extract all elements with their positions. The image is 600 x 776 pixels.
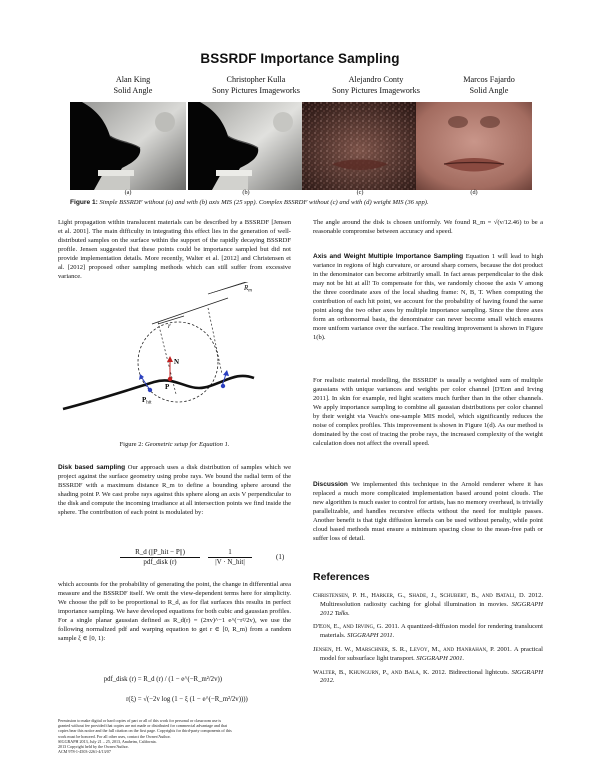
eq1-denominator-2: |V · N_hit|	[215, 558, 245, 566]
reference-year: 2011.	[384, 623, 400, 631]
figure2-label-rmax-main: R	[244, 284, 249, 292]
after-equation-1-text: which accounts for the probability of generating the point, the change in differential area measure and the BSSRDF itself. We omit the view-dependent terms here for simplicity. We choose the pdf to be proportional to R_d, as for flat surfaces this results in perfect importance sampling. We have developed equations for both cubic and gaussian profiles. For a single planar gaussian defined as R_d(r) = (2πv)^−1 e^(−r²/2v), we use the following normalized pdf and warping equation to get r ∈ [0, R_m) from a random sample ξ ∈ [0, 1):	[58, 581, 291, 643]
figure1-sublabel-d: (d)	[470, 189, 478, 196]
axis-mis-text: Equation 1 will lead to high variance in regions of high curvature, or around sharp corners, because the dot product in the denominator can become arbitrarily small. In fact areas perpendicular to the disk may not be hit at all! To compensate for this, we randomly choose the axis V among the three coordinate axes of the local shading frame: N, B, T. When computing the contribution of each hit point, we account for the probability of having found the same point along the two other axes by multiple importance sampling. Since the three axes form an orthonormal basis, the denominator can never become small which ensures more uniform variance over the surface. The resulting improvement is shown in Figure 1(b).	[313, 253, 544, 342]
reference-item	[313, 669, 543, 687]
equation-2	[86, 676, 291, 683]
figure1-sublabel-a: (a)	[124, 189, 132, 196]
copyright-footer	[58, 718, 298, 754]
eq3-lhs: r(ξ)	[126, 696, 136, 703]
figure2-label-rmax-sub: m	[248, 288, 252, 294]
footer-line: SIGGRAPH 2013, July 21 – 25, 2013, Anaheim, California.	[58, 738, 157, 744]
reference-year: 2012.	[431, 668, 447, 676]
figure2-diagram	[58, 282, 291, 432]
reference-year: 2012.	[528, 592, 544, 599]
equation-3	[86, 696, 291, 703]
figure1-caption-label: Figure 1:	[70, 199, 98, 206]
figure1-image-b	[188, 102, 304, 190]
reference-title: A practical model for subsurface light transport.	[320, 645, 543, 662]
discussion-section	[313, 480, 543, 543]
reference-venue: SIGGRAPH 2012 Talks.	[320, 600, 543, 617]
reference-year: 2001.	[497, 645, 512, 653]
figure2-label-rmax	[243, 284, 252, 294]
figure2-label-r: r	[168, 322, 171, 330]
footer-line: work must be honored. For all other uses, contact the Owner/Author.	[58, 733, 171, 739]
eq1-number: (1)	[276, 553, 285, 561]
disk-sampling-text: Our approach uses a disk distribution of samples which we project against the surface geometry using probe rays. We bound the radial term of the BSSRDF with a maximum distance R_m to define a bounding sphere around the shading point P. We cast probe rays against this sphere along an axis V perpendicular to the disk and compute the incoming irradiance at all intersection points we find inside the sphere. The contribution of each point is modulated by:	[58, 464, 291, 517]
author-name: Alan King	[115, 75, 151, 84]
reference-authors: Christensen, P. H., Harker, G., Shade, J., Schubert, B., and Batali, D.	[313, 592, 526, 599]
discussion-heading: Discussion	[313, 481, 348, 488]
reference-authors: Jensen, H. W., Marschner, S. R., Levoy, M., and Hanrahan, P.	[313, 645, 495, 653]
left-paragraph-1: Light propagation within translucent materials can be described by a BSSRDF [Jensen et al. 2001]. The main difficulty in integrating this effect lies in the generation of well-distributed samples on the surface within the support of the rapidly decaying BSSRDF profile. Jensen suggested that these points could be importance sampled but did not provide implementation details. More recently, Walter et al. [2012] and Christensen et al. [2012] proposed other sampling methods which can still suffer from excessive variance.	[58, 219, 291, 281]
eq2-lhs: pdf_disk (r)	[103, 676, 136, 683]
author-name: Alejandro Conty	[348, 75, 404, 84]
figure2-label-phit-main: P	[142, 396, 147, 404]
author-affiliation: Sony Pictures Imageworks	[332, 86, 420, 95]
weight-mis-paragraph: For realistic material modelling, the BSSRDF is usually a weighted sum of multiple gaussians with unique variances and weights per color channel [D'Eon and Irving 2011]. In skin for example, red light scatters much further than in the other channels. We apply importance sampling to combine all gaussian distributions per color channel by their weight via Veach's one-sample MIS model, which significantly reduces the noise of complex profiles. This improvement is shown in Figure 1(d). As our method is dominated by the cost of tracing the probe rays, the increased complexity of the weight calculation does not affect the overall speed.	[313, 377, 543, 448]
disk-sampling-section	[58, 463, 291, 517]
figure1-image-a	[70, 102, 186, 190]
reference-item	[313, 592, 543, 618]
reference-authors: D'Eon, E., and Irving, G.	[313, 623, 384, 631]
footer-line: granted without fee provided that copies are not made or distributed for commercial advantage and that	[58, 723, 228, 729]
eq1-denominator: pdf_disk (r)	[143, 558, 177, 566]
author-affiliation: Solid Angle	[469, 86, 509, 95]
figure2-label-phit	[142, 396, 152, 406]
eq1-numerator-2: 1	[228, 548, 232, 556]
author-name: Marcos Fajardo	[463, 75, 515, 84]
axis-mis-section	[313, 252, 543, 342]
reference-item	[313, 646, 543, 664]
references-list	[313, 592, 543, 691]
discussion-text: We implemented this technique in the Arnold renderer where it has replaced a much more complicated implementation based around point clouds. The new algorithm is much easier to control for artists, has no memory overhead, is trivially parallelizable, and handles recursive effects without the need for multiple passes. Another benefit is that tight diffusion kernels can be used without penalty, while point cloud based methods must ensure a minimum spacing close to the mean-free path or suffer loss of detail.	[313, 481, 543, 543]
author-affiliation: Solid Angle	[113, 86, 153, 95]
footer-line: ACM 978-1-4503-2261-4/13/07	[58, 749, 111, 755]
references-heading: References	[313, 571, 370, 583]
figure1-sublabel-b: (b)	[242, 189, 250, 196]
eq1-numerator: R_d (||P_hit − P||)	[135, 548, 185, 556]
figure2-caption-text: Geometric setup for Equation 1.	[144, 441, 230, 448]
figure1-caption	[70, 198, 540, 207]
figure1-image-c	[302, 102, 418, 190]
figure1-sublabel-c: (c)	[356, 189, 364, 196]
reference-title: A quantized-diffusion model for rendering translucent materials.	[320, 623, 543, 640]
axis-mis-heading: Axis and Weight Multiple Importance Sampling	[313, 253, 464, 260]
figure2-label-phit-sub: hit	[146, 400, 152, 406]
eq3-rhs: = √(−2v log (1 − ξ (1 − e^(−R_m²/2v))))	[137, 696, 248, 703]
author-4	[414, 74, 564, 96]
disk-sampling-heading: Disk based sampling	[58, 464, 126, 471]
paper-title: BSSRDF Importance Sampling	[200, 51, 400, 66]
figure2-caption-label: Figure 2:	[119, 441, 144, 448]
figure2-label-N: N	[174, 358, 180, 366]
footer-line: copies bear this notice and the full citation on the first page. Copyrights for third-party components of this	[58, 728, 232, 734]
footer-line: Permission to make digital or hard copies of part or all of this work for personal or classroom use is	[58, 718, 222, 723]
eq2-rhs: = R_d (r) / (1 − e^(−R_m²/2v))	[137, 676, 223, 683]
reference-venue: SIGGRAPH 2011.	[347, 632, 395, 640]
figure2-label-P: P	[165, 383, 170, 391]
author-name: Christopher Kulla	[226, 75, 286, 84]
author-affiliation: Sony Pictures Imageworks	[212, 86, 300, 95]
reference-authors: Walter, B., Khungurn, P., and Bala, K.	[313, 668, 430, 676]
figure1-caption-text: Simple BSSRDF without (a) and with (b) axis MIS (25 spp). Complex BSSRDF without (c) and with (d) weight MIS (36 spp).	[99, 199, 429, 206]
figure1-image-d	[416, 102, 532, 190]
right-paragraph-angle: The angle around the disk is chosen uniformly. We found R_m = √(v/12.46) to be a reasonable compromise between accuracy and speed.	[313, 219, 543, 236]
reference-item	[313, 623, 543, 641]
reference-title: Multiresolution radiosity caching for global illumination in movies.	[320, 600, 509, 608]
reference-venue: SIGGRAPH 2001.	[416, 654, 465, 662]
reference-venue: SIGGRAPH 2012.	[320, 668, 544, 685]
equation-1	[120, 548, 290, 570]
reference-title: Bidirectional lightcuts.	[448, 668, 510, 676]
footer-line: 2013 Copyright held by the Owner/Author.	[58, 744, 129, 750]
figure2-caption	[58, 440, 291, 449]
